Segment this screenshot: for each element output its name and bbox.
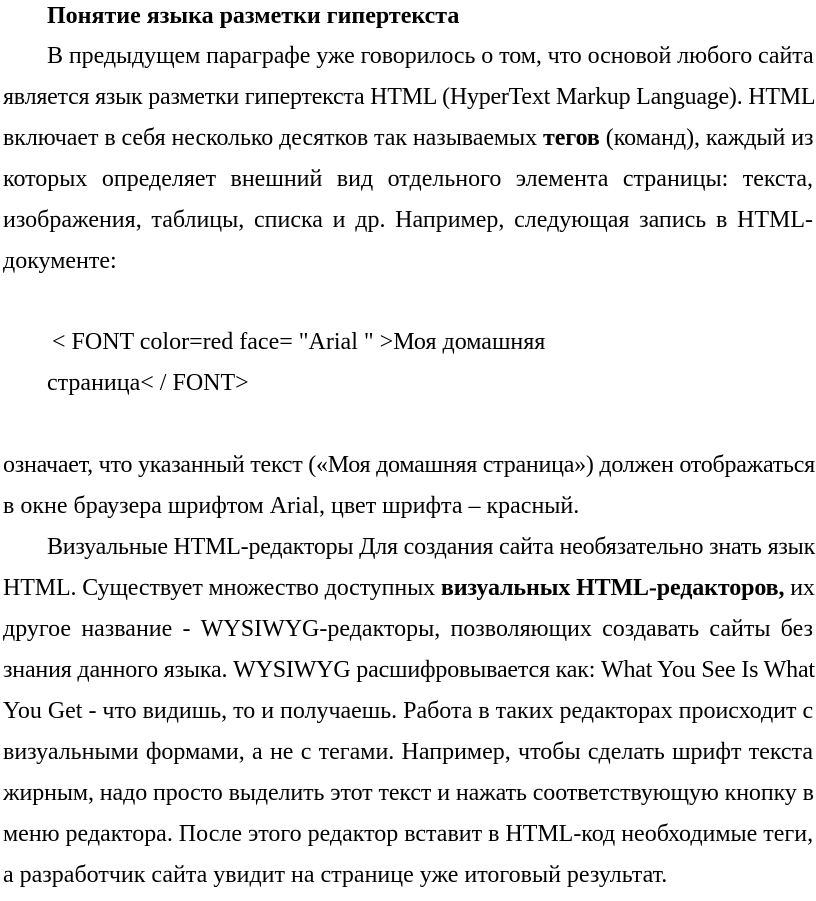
- paragraph-3-line-8: меню редактора. После этого редактор вставит в HTML-код необходимые теги,: [3, 821, 814, 847]
- paragraph-3-line-3: другое название - WYSIWYG-редакторы, позволяющих создавать сайты без: [3, 616, 813, 642]
- p1-text: включает в себя несколько десятков так называемых: [3, 125, 543, 151]
- term-visual-editors: визуальных HTML-редакторов,: [440, 575, 785, 601]
- paragraph-2-line-2: в окне браузера шрифтом Arial, цвет шрифта – красный.: [3, 493, 580, 519]
- paragraph-3-line-5: You Get - что видишь, то и получаешь. Работа в таких редакторах происходит с: [3, 698, 814, 724]
- paragraph-1-line-6: документе:: [3, 248, 117, 274]
- paragraph-1-line-2: является язык разметки гипертекста HTML (HyperText Markup Language). HTML: [3, 84, 816, 110]
- p3-text: их: [784, 575, 815, 601]
- paragraph-3-line-1: Визуальные HTML-редакторы Для создания сайта необязательно знать язык: [47, 534, 816, 560]
- term-tags: тегов: [543, 125, 600, 151]
- paragraph-1-line-4: которых определяет внешний вид отдельного элемента страницы: текста,: [3, 166, 813, 192]
- paragraph-1-line-1: В предыдущем параграфе уже говорилось о том, что основой любого сайта: [47, 43, 814, 69]
- p1-text: (команд), каждый из: [599, 125, 814, 151]
- paragraph-2-line-1: означает, что указанный текст («Моя домашняя страница») должен отображаться: [3, 452, 815, 478]
- code-example-line-1: < FONT color=red face= "Arial " >Моя домашняя: [52, 329, 546, 355]
- paragraph-3-line-2: [3, 573, 813, 603]
- paragraph-1-line-3: [3, 123, 813, 153]
- paragraph-1-line-5: изображения, таблицы, списка и др. Например, следующая запись в HTML-: [3, 207, 813, 233]
- p3-text: HTML. Существует множество доступных: [3, 575, 441, 601]
- paragraph-3-line-4: знания данного языка. WYSIWYG расшифровывается как: What You See Is What: [3, 657, 815, 683]
- paragraph-3-line-9: а разработчик сайта увидит на странице уже итоговый результат.: [3, 862, 668, 888]
- paragraph-3-line-7: жирным, надо просто выделить этот текст и нажать соответствующую кнопку в: [3, 780, 814, 806]
- code-example-line-2: страница< / FONT>: [47, 370, 249, 396]
- section-heading: Понятие языка разметки гипертекста: [47, 3, 460, 29]
- paragraph-3-line-6: визуальными формами, а не с тегами. Например, чтобы сделать шрифт текста: [3, 739, 813, 765]
